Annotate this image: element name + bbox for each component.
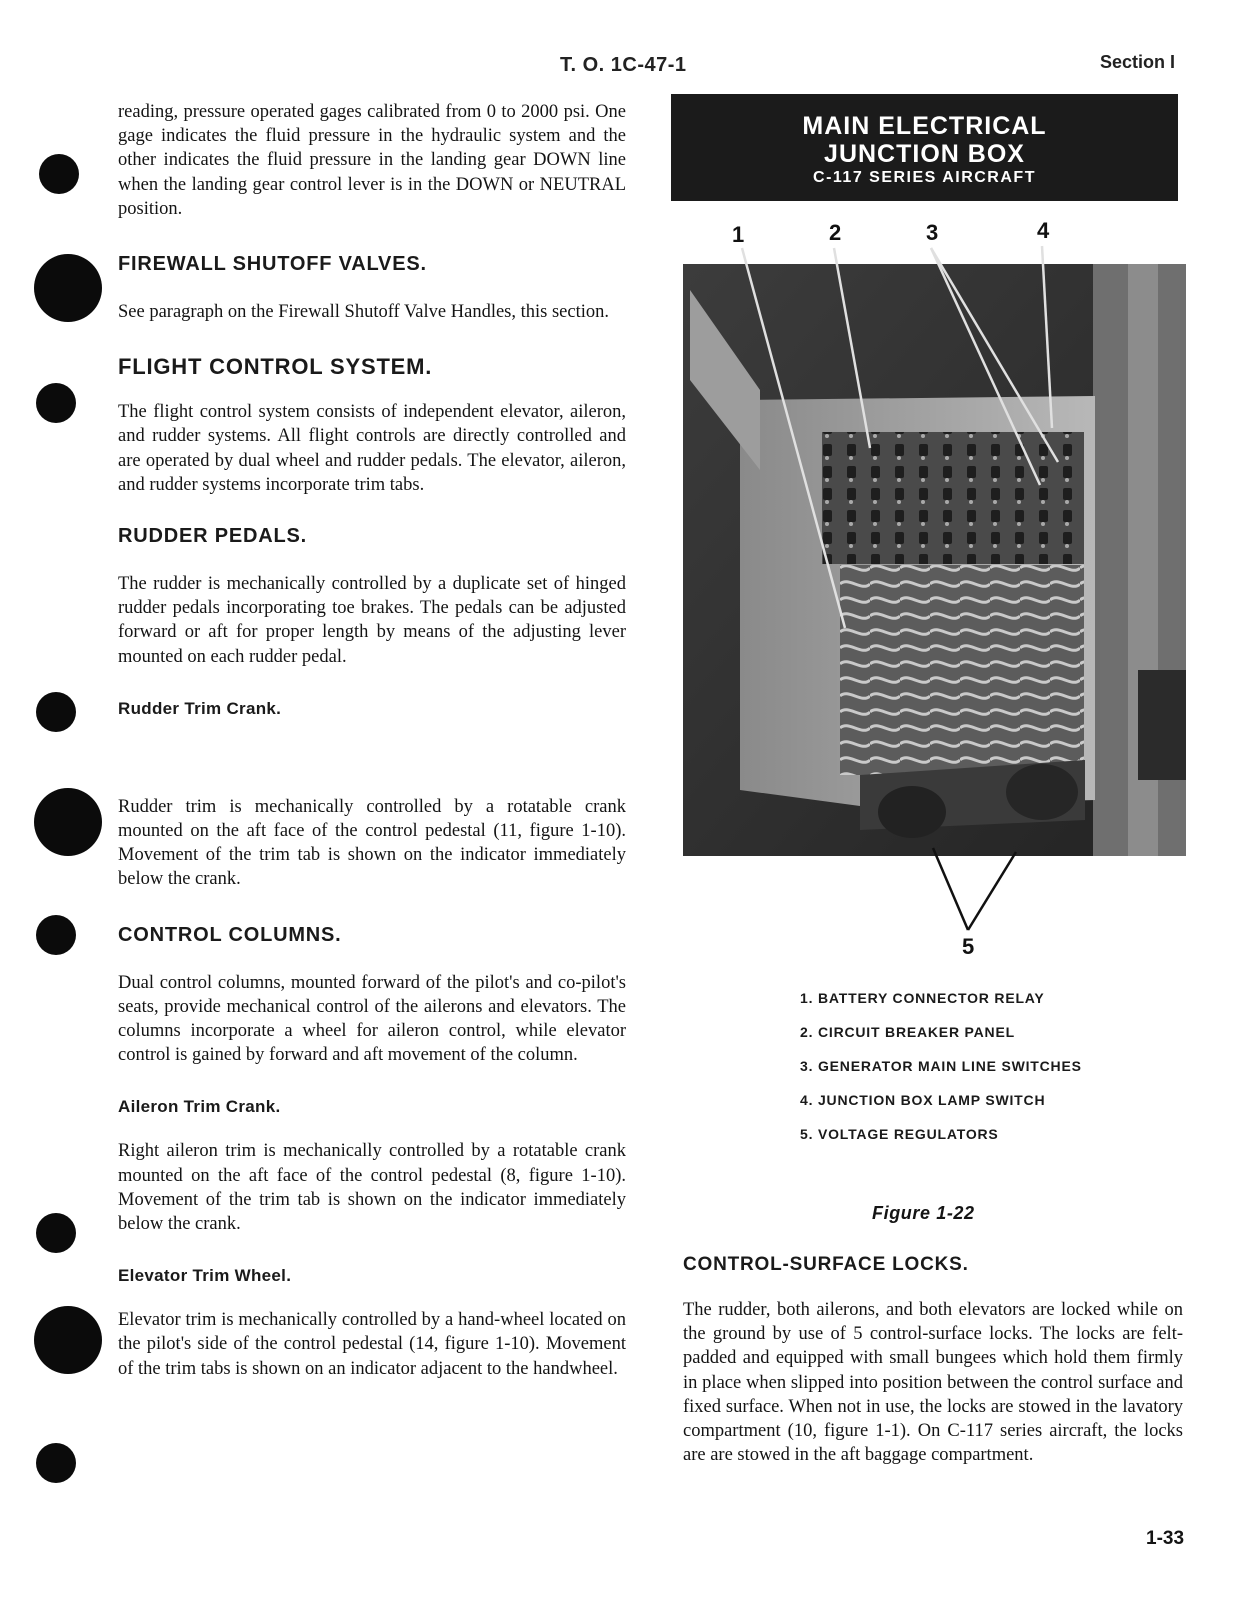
section-label: Section I — [1100, 52, 1176, 72]
legend-item: 2. CIRCUIT BREAKER PANEL — [800, 1024, 1015, 1040]
figure-caption: Figure 1-22 — [872, 1203, 975, 1223]
control-surface-locks-body: The rudder, both ailerons, and both elevators are locked while on the ground by use of 5 control-surface locks. The locks are felt-padded and equipped with small bungees which hold them firmly in place when slipped into position between the control surface and fixed surface. When not in use, the locks are stowed in the lavatory compartment (10, figure 1-1). On C-117 series aircraft, the locks are are stowed in the aft baggage compartment. — [683, 1300, 1183, 1466]
heading-control-columns: CONTROL COLUMNS. — [118, 923, 342, 946]
legend-item: 4. JUNCTION BOX LAMP SWITCH — [800, 1092, 1046, 1108]
heading-control-surface-locks: CONTROL-SURFACE LOCKS. — [683, 1254, 969, 1275]
heading-elevator-trim-wheel: Elevator Trim Wheel. — [118, 1266, 292, 1286]
banner-line-2: JUNCTION BOX — [824, 140, 1025, 168]
rudder-pedals-body: The rudder is mechanically controlled by a duplicate set of hinged rudder pedals incorporating toe brakes. The pedals can be adjusted forward or aft for proper length by means of the adjusting lever mounted on each rudder pedal. — [118, 574, 626, 667]
intro-paragraph: reading, pressure operated gages calibrated from 0 to 2000 psi. One gage indicates the fluid pressure in the hydraulic system and the other indicates the fluid pressure in the landing gear DOWN line when the landing gear control lever is in the DOWN or NEUTRAL position. — [118, 102, 626, 219]
callout-1: 1 — [732, 222, 745, 247]
page-number: 1-33 — [1146, 1528, 1185, 1549]
banner-line-1: MAIN ELECTRICAL — [802, 112, 1047, 140]
heading-firewall-shutoff-valves: FIREWALL SHUTOFF VALVES. — [118, 253, 427, 276]
heading-rudder-trim-crank: Rudder Trim Crank. — [118, 698, 282, 718]
flight-control-body: The flight control system consists of independent elevator, aileron, and rudder systems. All flight controls are directly controlled and are operated by dual wheel and rudder pedals. The elevator, aileron, and rudder systems incorporate trim tabs. — [118, 402, 626, 495]
callout-5: 5 — [962, 934, 975, 959]
heading-flight-control-system: FLIGHT CONTROL SYSTEM. — [118, 354, 433, 380]
figure-legend — [800, 990, 1082, 1160]
callout-4: 4 — [1037, 218, 1050, 243]
callout-2: 2 — [829, 220, 842, 245]
elevator-trim-body: Elevator trim is mechanically controlled by a hand-wheel located on the pilot's side of the control pedestal (14, figure 1-10). Movement of the trim tabs is shown on an indicator adjacent to the handwheel. — [118, 1310, 626, 1379]
right-column — [683, 1254, 1183, 1467]
rudder-trim-body: Rudder trim is mechanically controlled by a rotatable crank mounted on the aft face of the control pedestal (11, figure 1-10). Movement of the trim tab is shown on the indicator immediately below the crank. — [118, 796, 626, 890]
aileron-trim-body: Right aileron trim is mechanically controlled by a rotatable crank mounted on the aft face of the control pedestal (8, figure 1-10). Movement of the trim tab is shown on the indicator immediately below the crank. — [118, 1141, 626, 1235]
heading-rudder-pedals: RUDDER PEDALS. — [118, 525, 307, 548]
callout-3: 3 — [926, 220, 939, 245]
control-columns-body: Dual control columns, mounted forward of the pilot's and co-pilot's seats, provide mechanical control of the ailerons and elevators. The columns incorporate a wheel for aileron control, while elevator control is gained by forward and aft movement of the column. — [118, 972, 626, 1066]
firewall-body: See paragraph on the Firewall Shutoff Valve Handles, this section. — [118, 302, 609, 323]
legend-item: 1. BATTERY CONNECTOR RELAY — [800, 990, 1045, 1006]
legend-item: 5. VOLTAGE REGULATORS — [800, 1126, 999, 1142]
document-number: T. O. 1C-47-1 — [560, 54, 687, 76]
banner-line-3: C-117 SERIES AIRCRAFT — [813, 169, 1036, 186]
legend-item: 3. GENERATOR MAIN LINE SWITCHES — [800, 1058, 1082, 1074]
heading-aileron-trim-crank: Aileron Trim Crank. — [118, 1097, 281, 1117]
